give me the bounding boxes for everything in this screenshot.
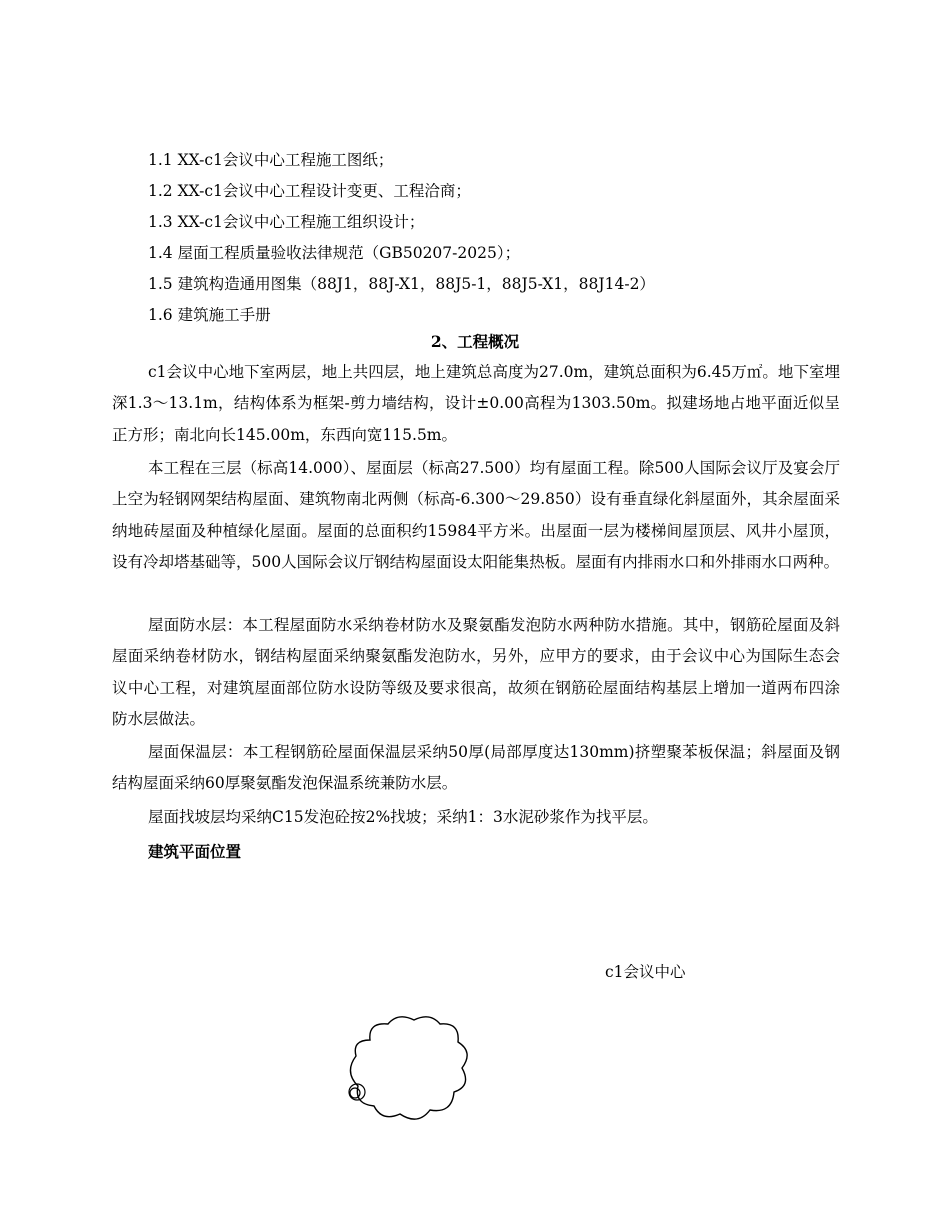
slope-paragraph: 屋面找坡层均采纳C15发泡砼按2%找坡；采纳1：3水泥砂浆作为找平层。 (148, 808, 658, 826)
roof-scope-paragraph: 本工程在三层（标高14.000）、屋面层（标高27.500）均有屋面工程。除500人国际会议厅及宴会厅上空为轻钢网架结构屋面、建筑物南北两侧（标高-6.300～29.850）设有垂直绿化斜屋面外，其余屋面采纳地砖屋面及种植绿化屋面。屋面的总面积约15984平方米。出屋面一层为楼梯间屋顶层、风井小屋顶，设有冷却塔基础等，500人国际会议厅钢结构屋面设太阳能集热板。屋面有内排雨水口和外排雨水口两种。 (112, 459, 840, 572)
figure-label: c1会议中心 (605, 963, 686, 981)
insulation-paragraph: 屋面保温层：本工程钢筋砼屋面保温层采纳50厚(局部厚度达130mm)挤塑聚苯板保温；斜屋面及钢结构屋面采纳60厚聚氨酯发泡保温系统兼防水层。 (112, 743, 840, 793)
reference-item-1: 1.1 XX-c1会议中心工程施工图纸； (148, 151, 394, 169)
reference-item-6: 1.6 建筑施工手册 (148, 306, 271, 324)
section-heading: 2、工程概况 (430, 332, 520, 351)
waterproof-paragraph: 屋面防水层：本工程屋面防水采纳卷材防水及聚氨酯发泡防水两种防水措施。其中，钢筋砼屋面及斜屋面采纳卷材防水，钢结构屋面采纳聚氨酯发泡防水，另外，应甲方的要求，由于会议中心为国际生态会议中心工程，对建筑屋面部位防水设防等级及要求很高，故须在钢筋砼屋面结构基层上增加一道两布四涂防水层做法。 (112, 616, 840, 729)
reference-item-4: 1.4 屋面工程质量验收法律规范（GB50207-2025）； (148, 244, 521, 262)
reference-item-2: 1.2 XX-c1会议中心工程设计变更、工程洽商； (148, 182, 471, 200)
plan-location-heading: 建筑平面位置 (148, 842, 242, 861)
cloud-shape-icon (340, 1010, 480, 1130)
reference-item-3: 1.3 XX-c1会议中心工程施工组织设计； (148, 213, 425, 231)
reference-item-5: 1.5 建筑构造通用图集（88J1，88J-X1，88J5-1，88J5-X1，88J14-2） (148, 275, 655, 293)
overview-paragraph: c1会议中心地下室两层，地上共四层，地上建筑总高度为27.0m，建筑总面积为6.45万㎡。地下室埋深1.3～13.1m，结构体系为框架-剪力墙结构，设计±0.00高程为1303.50m。拟建场地占地平面近似呈正方形；南北向长145.00m，东西向宽115.5m。 (112, 363, 840, 444)
